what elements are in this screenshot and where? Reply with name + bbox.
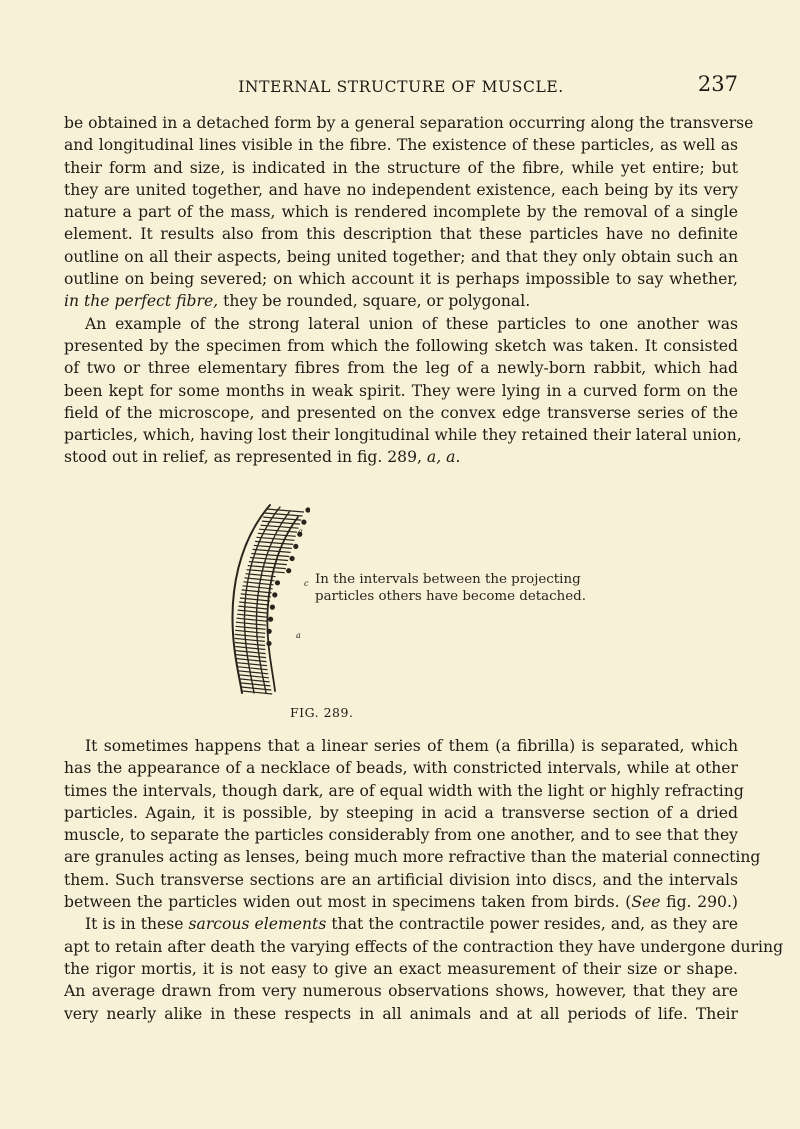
figure-letter-c: c	[304, 579, 309, 588]
text-line: nature a part of the mass, which is rendered incomplete by the removal of a single	[64, 203, 738, 222]
projecting-particle	[267, 642, 271, 646]
text-line: they are united together, and have no independent existence, each being by its very	[64, 180, 738, 199]
text-line: times the intervals, though dark, are of equal width with the light or highly refracting	[64, 781, 744, 800]
text-line: very nearly alike in these respects in all animals and at all periods of life. Their	[64, 1004, 738, 1023]
text-line: element. It results also from this description that these particles have no definite	[64, 225, 738, 244]
projecting-particle	[270, 605, 274, 609]
projecting-particle	[276, 581, 280, 585]
striation-line	[242, 691, 272, 694]
striation-line	[254, 545, 292, 548]
striation-line	[266, 509, 304, 512]
text-line: the rigor mortis, it is not easy to give an exact measurement of their size or shape.	[64, 959, 738, 978]
striation-line	[253, 549, 291, 552]
striation-line	[238, 667, 268, 670]
striation-line	[240, 679, 270, 682]
striation-line	[237, 663, 267, 666]
text-line: them. Such transverse sections are an artificial division into discs, and the intervals	[64, 870, 738, 889]
text-line: field of the microscope, and presented on the convex edge transverse series of the	[64, 403, 738, 422]
striation-line	[235, 630, 265, 633]
text-line: their form and size, is indicated in the structure of the fibre, while yet entire; but	[64, 158, 738, 177]
striation-line	[235, 634, 265, 637]
figure-caption: In the intervals between the projecting particles others have become detached.	[315, 572, 587, 604]
striation-line	[249, 562, 287, 565]
text-block-top	[64, 112, 754, 469]
text-line: particles. Again, it is possible, by steeping in acid a transverse section of a dried	[64, 803, 738, 822]
figure-289	[200, 495, 590, 720]
text-line: has the appearance of a necklace of beads, with constricted intervals, while at other	[64, 759, 738, 778]
text-line: An average drawn from very numerous observations shows, however, that they are	[64, 982, 738, 1001]
striation-line	[238, 610, 268, 613]
projecting-particle	[287, 569, 291, 573]
striation-line	[257, 537, 295, 540]
text-line: in the perfect fibre, they be rounded, square, or polygonal.	[64, 292, 531, 311]
text-block-bottom	[64, 735, 784, 1025]
italic-phrase: sarcous elements	[188, 915, 327, 934]
figure-letter-a: a	[296, 631, 301, 640]
running-header	[64, 70, 738, 104]
muscle-fibre-illustration	[200, 495, 310, 700]
striation-line	[237, 614, 267, 617]
text-line: apt to retain after death the varying effects of the contraction they have undergone during	[64, 937, 784, 956]
striation-line	[239, 675, 269, 678]
striation-line	[236, 626, 266, 629]
text-line: outline on all their aspects, being united together; and that they only obtain such an	[64, 247, 738, 266]
text-line: between the particles widen out most in specimens taken from birds. (See fig. 290.)	[64, 893, 738, 912]
text-line: and longitudinal lines visible in the fibre. The existence of these particles, as well as	[64, 136, 738, 155]
striation-line	[238, 671, 268, 674]
striation-line	[251, 554, 289, 557]
striation-line	[236, 651, 266, 654]
striation-line	[235, 643, 265, 646]
projecting-particle	[273, 593, 277, 597]
striation-line	[263, 517, 301, 520]
striation-line	[238, 606, 268, 609]
striation-line	[239, 602, 269, 605]
figure-letter-a: a	[298, 527, 303, 536]
striation-line	[241, 687, 271, 690]
striation-line	[248, 566, 286, 569]
projecting-particle	[294, 544, 298, 548]
text-line: It sometimes happens that a linear series of them (a fibrilla) is separated, which	[85, 737, 738, 755]
text-line: It is in these sarcous elements that the contractile power resides, and, as they are	[85, 915, 738, 934]
projecting-particle	[306, 508, 310, 512]
italic-phrase: in the perfect fibre,	[64, 292, 219, 311]
striation-line	[245, 578, 275, 581]
text-line: particles, which, having lost their longitudinal while they retained their lateral union,	[64, 426, 742, 445]
text-line: of two or three elementary fibres from the leg of a newly-born rabbit, which had	[64, 359, 738, 378]
striation-line	[240, 598, 270, 601]
projecting-particle	[290, 557, 294, 561]
striation-line	[237, 659, 267, 662]
striation-line	[247, 570, 285, 573]
striation-line	[235, 638, 265, 641]
striation-line	[250, 558, 288, 561]
projecting-particle	[269, 617, 273, 621]
header-title: INTERNAL STRUCTURE OF MUSCLE.	[238, 78, 564, 96]
striation-line	[235, 647, 265, 650]
projecting-particle	[267, 629, 271, 633]
text-line: are granules acting as lenses, being much more refractive than the material connecting	[64, 848, 761, 867]
text-line: outline on being severed; on which account it is perhaps impossible to say whether,	[64, 270, 738, 289]
text-line: be obtained in a detached form by a general separation occurring along the transverse	[64, 114, 754, 132]
page-number: 237	[697, 72, 738, 96]
figure-label: FIG. 289.	[290, 705, 354, 720]
striation-line	[241, 683, 271, 686]
striation-line	[237, 618, 267, 621]
projecting-particle	[302, 520, 306, 524]
text-line: muscle, to separate the particles considerably from one another, and to see that they	[64, 826, 738, 845]
text-line: presented by the specimen from which the following sketch was taken. It consisted	[64, 336, 738, 355]
text-line: An example of the strong lateral union of these particles to one another was	[85, 314, 738, 333]
striation-line	[265, 513, 303, 516]
striation-line	[258, 533, 296, 536]
striation-line	[255, 541, 293, 544]
striation-line	[236, 622, 266, 625]
text-line: been kept for some months in weak spirit. They were lying in a curved form on the	[64, 381, 738, 400]
text-line: stood out in relief, as represented in fig. 289, a, a.	[64, 448, 461, 467]
striation-line	[236, 655, 266, 658]
